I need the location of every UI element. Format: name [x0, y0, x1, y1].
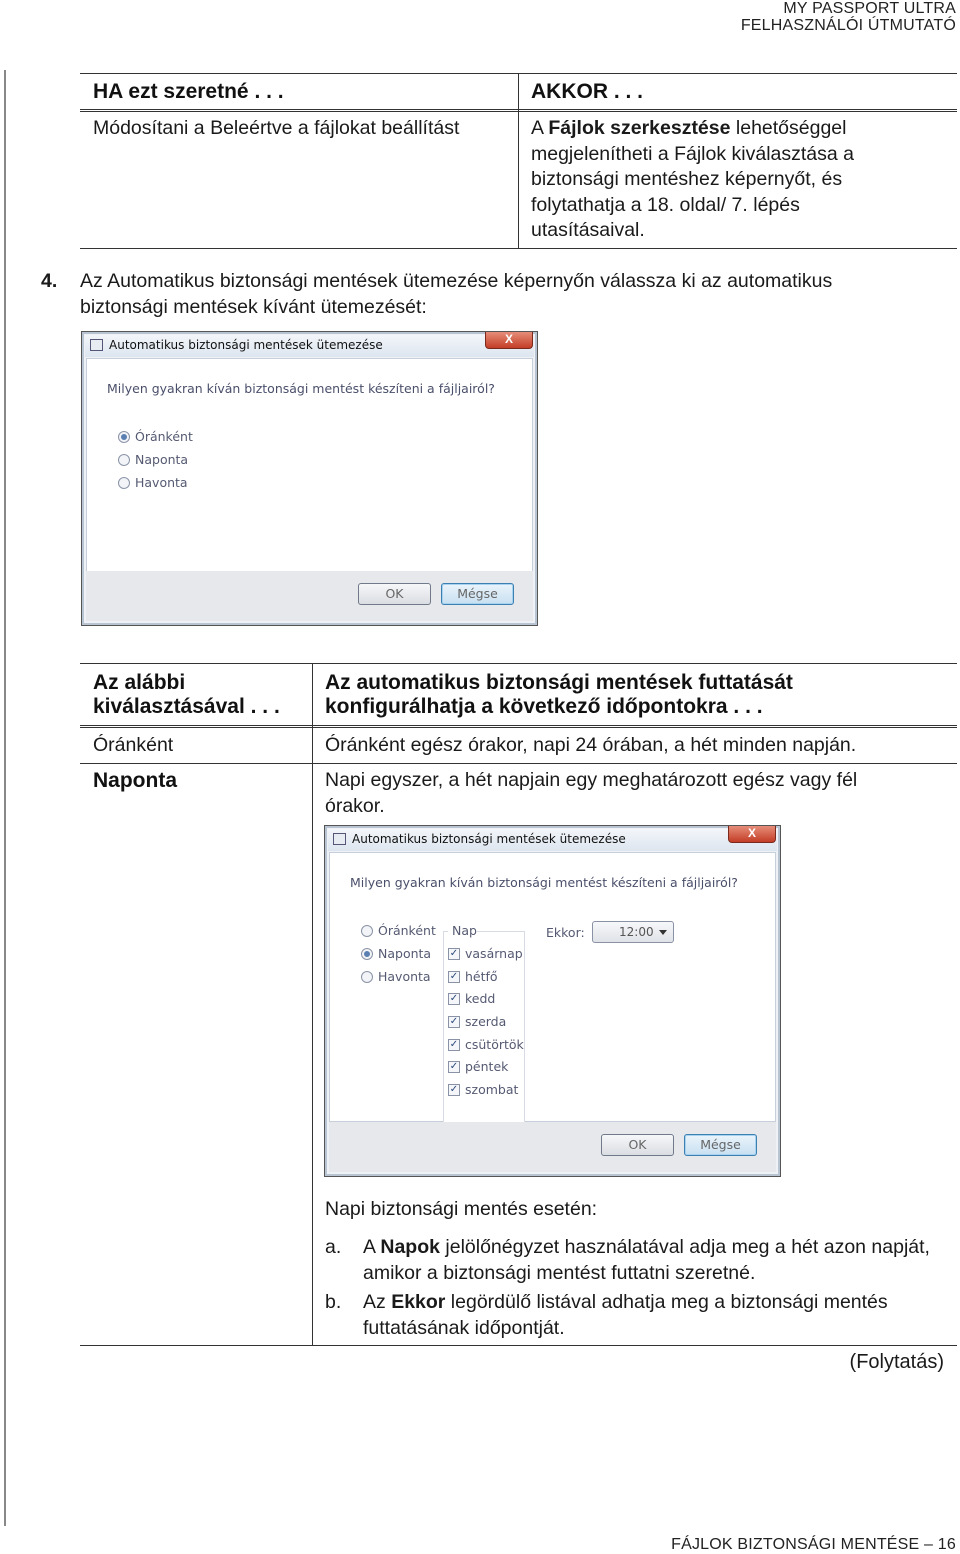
day-checkbox-thursday[interactable]: ✓ csütörtök — [449, 1037, 524, 1052]
frequency-question: Milyen gyakran kíván biztonsági mentést készíteni a fájljairól? — [350, 875, 738, 890]
item-a-text: A Napok jelölőnégyzet használatával adja meg a hét azon napját, amikor a biztonsági mentést futtatni szeretné. — [363, 1236, 930, 1284]
day-checkbox-tuesday[interactable]: ✓ kedd — [449, 991, 496, 1006]
radio-hourly[interactable]: Óránként — [361, 923, 436, 939]
schedule-dialog-daily — [324, 825, 781, 1177]
chevron-down-icon — [659, 930, 667, 935]
checkbox-checked-icon: ✓ — [449, 1016, 459, 1027]
step-number: 4. — [41, 270, 58, 292]
cancel-button[interactable]: Mégse — [684, 1134, 757, 1156]
table2-head-rule — [80, 725, 957, 728]
day-checkbox-monday[interactable]: ✓ hétfő — [449, 969, 498, 984]
item-b-label: b. — [325, 1291, 342, 1313]
row-daily-label: Naponta — [93, 769, 177, 792]
table1-row-right: A Fájlok szerkesztése lehetőséggel megjelenítheti a Fájlok kiválasztása a biztonsági mentéshez képernyőt, és folytathatja a 18. oldal/ 7. lépés utasításaival. — [531, 117, 854, 241]
schedule-dialog-hourly — [81, 331, 538, 626]
table2-row-rule — [80, 763, 957, 764]
time-dropdown[interactable] — [592, 921, 674, 943]
time-value: 12:00 — [619, 925, 654, 939]
radio-monthly[interactable]: Havonta — [118, 475, 188, 491]
step-text: Az Automatikus biztonsági mentések ütemezése képernyőn válassza ki az automatikus biztonsági mentések kívánt ütemezését: — [80, 270, 833, 318]
cancel-button[interactable]: Mégse — [441, 583, 514, 605]
dialog-title-bar — [328, 829, 777, 851]
table2-top-rule — [80, 663, 957, 664]
checkbox-checked-icon: ✓ — [449, 948, 459, 959]
margin-rule — [4, 70, 6, 1526]
checkbox-checked-icon: ✓ — [449, 1061, 459, 1072]
table2-column-divider — [312, 663, 313, 1346]
close-button[interactable]: X — [485, 332, 533, 349]
radio-icon — [361, 971, 373, 983]
frequency-question: Milyen gyakran kíván biztonsági mentést készíteni a fájljairól? — [107, 381, 495, 396]
radio-icon — [361, 925, 373, 937]
dialog-title: Automatikus biztonsági mentések ütemezése — [109, 338, 383, 352]
checkbox-checked-icon: ✓ — [449, 993, 459, 1004]
day-checkbox-friday[interactable]: ✓ péntek — [449, 1059, 509, 1074]
backup-app-icon — [90, 339, 103, 351]
days-label: Nap — [448, 923, 477, 939]
table1-column-divider — [518, 73, 519, 249]
daily-intro: Napi biztonsági mentés esetén: — [325, 1198, 598, 1220]
edit-files-term: Fájlok szerkesztése — [548, 117, 731, 139]
time-label: Ekkor: — [546, 925, 585, 940]
row-hourly-label: Óránként — [93, 734, 174, 756]
radio-monthly[interactable]: Havonta — [361, 969, 431, 985]
days-term: Napok — [380, 1236, 440, 1258]
row-daily-desc: Napi egyszer, a hét napjain egy meghatározott egész vagy fél órakor. — [325, 769, 858, 817]
header-product: MY PASSPORT ULTRA — [783, 0, 956, 17]
table1-bottom-rule — [80, 248, 957, 249]
table2-bottom-rule — [80, 1345, 957, 1346]
backup-app-icon — [333, 833, 346, 845]
radio-selected-icon — [361, 948, 373, 960]
day-checkbox-sunday[interactable]: ✓ vasárnap — [449, 946, 523, 961]
dialog-body — [329, 852, 776, 1122]
table2-head-left: Az alábbi kiválasztásával . . . — [93, 671, 280, 718]
dialog-title-bar — [85, 335, 534, 357]
item-a-label: a. — [325, 1236, 342, 1258]
checkbox-checked-icon: ✓ — [449, 1039, 459, 1050]
continued-note: (Folytatás) — [849, 1351, 944, 1373]
radio-selected-icon — [118, 431, 130, 443]
item-b-text: Az Ekkor legördülő listával adhatja meg a biztonsági mentés futtatásának időpontját. — [363, 1291, 888, 1339]
checkbox-checked-icon: ✓ — [449, 1084, 459, 1095]
checkbox-checked-icon: ✓ — [449, 971, 459, 982]
ok-button[interactable]: OK — [601, 1134, 674, 1156]
table1-head-right: AKKOR . . . — [531, 80, 644, 103]
dialog-title: Automatikus biztonsági mentések ütemezése — [352, 832, 626, 846]
page-footer: FÁJLOK BIZTONSÁGI MENTÉSE – 16 — [671, 1536, 956, 1553]
page-header — [741, 0, 956, 34]
radio-icon — [118, 454, 130, 466]
dialog-footer — [86, 571, 533, 621]
row-hourly-desc: Óránként egész órakor, napi 24 órában, a hét minden napján. — [325, 734, 857, 756]
close-button[interactable]: X — [728, 826, 776, 843]
radio-daily[interactable]: Naponta — [118, 452, 188, 468]
day-checkbox-wednesday[interactable]: ✓ szerda — [449, 1014, 507, 1029]
table2-head-right: Az automatikus biztonsági mentések futtatását konfigurálhatja a következő időpontokra . . . — [325, 671, 793, 718]
dialog-body — [86, 358, 533, 573]
day-checkbox-saturday[interactable]: ✓ szombat — [449, 1082, 519, 1097]
table1-head-left: HA ezt szeretné . . . — [93, 80, 284, 103]
table1-row-left: Módosítani a Beleértve a fájlokat beállítást — [93, 117, 460, 139]
radio-icon — [118, 477, 130, 489]
header-guide: FELHASZNÁLÓI ÚTMUTATÓ — [740, 17, 956, 34]
time-term: Ekkor — [391, 1291, 446, 1313]
radio-hourly[interactable]: Óránként — [118, 429, 193, 445]
ok-button[interactable]: OK — [358, 583, 431, 605]
table1-head-rule — [80, 109, 957, 112]
dialog-footer — [329, 1122, 776, 1172]
radio-daily[interactable]: Naponta — [361, 946, 431, 962]
